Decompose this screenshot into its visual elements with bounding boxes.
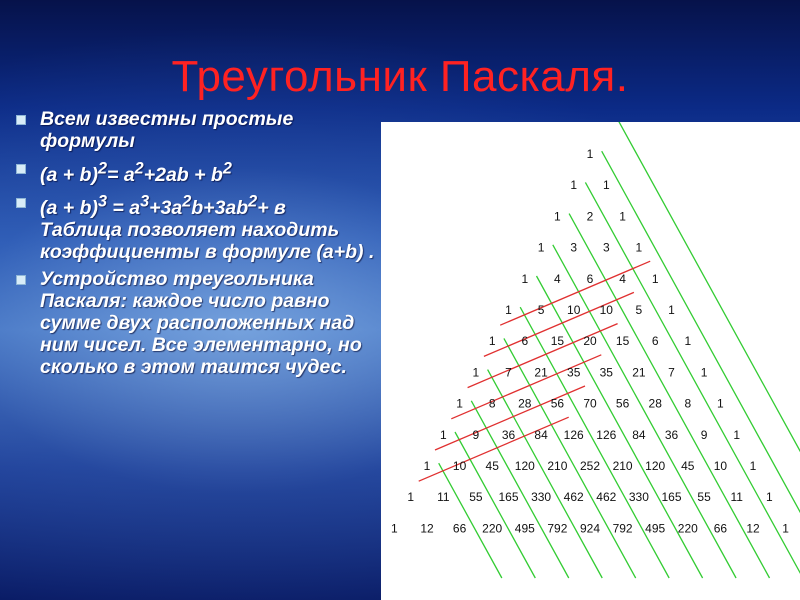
triangle-number: 1: [439, 427, 447, 442]
pascal-triangle-figure: [381, 122, 800, 600]
triangle-number: 924: [579, 521, 601, 536]
bullet-text: Устройство треугольника Паскаля: каждое число равно сумме двух расположенных над ним чисел. Все элементарно, но сколько в этом таится чудес.: [40, 268, 362, 378]
triangle-number: 45: [485, 459, 499, 473]
triangle-number: 11: [730, 490, 743, 505]
triangle-number: 1: [700, 365, 708, 380]
triangle-number: 10: [713, 459, 728, 473]
triangle-number: 84: [632, 427, 646, 442]
triangle-number: 35: [567, 365, 581, 380]
triangle-number: 10: [599, 303, 613, 317]
formula-square: [40, 159, 232, 186]
triangle-number: 9: [700, 427, 708, 442]
triangle-number: 1: [521, 271, 529, 286]
triangle-number: 495: [645, 521, 666, 536]
triangle-number: 462: [596, 490, 617, 505]
triangle-number: 12: [420, 521, 434, 536]
formula-cube: [40, 192, 286, 219]
formula-part: = a: [107, 197, 141, 219]
formula-part: +3a: [149, 197, 183, 219]
triangle-number: 220: [677, 521, 698, 536]
triangle-number: 210: [612, 459, 633, 473]
pascal-triangle-panel: [381, 122, 800, 600]
triangle-number: 1: [668, 303, 675, 317]
triangle-number: 6: [521, 334, 529, 349]
triangle-number: 15: [550, 334, 565, 349]
formula-exponent: 2: [222, 159, 232, 177]
triangle-number: 1: [391, 521, 398, 536]
triangle-number: 8: [488, 396, 496, 411]
triangle-number: 330: [531, 490, 552, 505]
triangle-number: 1: [717, 396, 724, 411]
formula-base: (a + b): [40, 163, 98, 186]
formula-part: +2ab + b: [143, 163, 223, 186]
triangle-number: 330: [628, 490, 649, 505]
triangle-number: 1: [586, 147, 594, 161]
triangle-number: 1: [619, 209, 626, 224]
triangle-number: 1: [684, 334, 692, 349]
triangle-number: 56: [615, 396, 630, 411]
triangle-number: 126: [563, 427, 584, 442]
triangle-number: 6: [651, 334, 659, 349]
green-diagonal-line: [615, 122, 800, 578]
triangle-number: 1: [733, 427, 741, 442]
bullet-list: [14, 108, 386, 383]
triangle-number: 20: [583, 334, 597, 349]
triangle-number: 165: [661, 490, 682, 505]
bullet-item: [14, 157, 386, 186]
triangle-number: 7: [668, 365, 675, 380]
triangle-number: 66: [713, 521, 728, 536]
triangle-number: 35: [599, 365, 613, 380]
bullet-text: Таблица позволяет находить коэффициенты в формуле (a+b) .: [40, 219, 375, 263]
triangle-number: 3: [570, 240, 578, 255]
formula-exponent: 2: [248, 192, 258, 211]
triangle-number: 28: [648, 396, 662, 411]
triangle-number: 1: [505, 303, 512, 317]
triangle-number: 1: [765, 490, 773, 505]
triangle-number: 3: [602, 240, 610, 255]
triangle-number: 66: [452, 521, 467, 536]
triangle-number: 120: [514, 459, 535, 473]
bullet-text: Всем известны простые формулы: [40, 108, 294, 152]
triangle-number: 2: [586, 209, 594, 224]
triangle-number: 165: [498, 490, 519, 505]
triangle-number: 1: [554, 209, 561, 224]
triangle-number: 1: [602, 178, 610, 193]
triangle-number: 1: [749, 459, 757, 473]
formula-part: b+3ab: [191, 197, 249, 219]
bullet-item: [14, 108, 386, 152]
triangle-number: 9: [472, 427, 480, 442]
triangle-number: 462: [563, 490, 584, 505]
formula-base: (a + b): [40, 197, 98, 219]
formula-exponent: 3: [97, 192, 108, 211]
formula-exponent: 2: [134, 159, 144, 177]
triangle-number: 120: [645, 459, 666, 473]
triangle-number: 1: [488, 334, 496, 349]
triangle-number: 45: [681, 459, 695, 473]
formula-part: = a: [107, 163, 135, 186]
slide-title: Треугольник Паскаля.: [171, 52, 629, 101]
triangle-number: 210: [547, 459, 568, 473]
green-diagonal-line: [585, 182, 800, 578]
triangle-number: 1: [407, 490, 415, 505]
triangle-number: 70: [583, 396, 597, 411]
green-diagonal-line: [452, 432, 535, 578]
triangle-number: 55: [469, 490, 483, 505]
triangle-number: 84: [534, 427, 548, 442]
bullet-square-icon: [16, 275, 26, 285]
triangle-number: 495: [514, 521, 535, 536]
bullet-square-icon: [16, 115, 26, 125]
triangle-number: 36: [501, 427, 516, 442]
triangle-number: 56: [550, 396, 565, 411]
triangle-number: 8: [684, 396, 692, 411]
formula-part: + в: [257, 197, 286, 219]
bullet-item: [14, 268, 386, 378]
triangle-number: 1: [423, 459, 431, 473]
triangle-number: 1: [782, 521, 789, 536]
triangle-number: 28: [518, 396, 532, 411]
triangle-number: 252: [579, 459, 601, 473]
formula-exponent: 2: [182, 192, 192, 211]
formula-exponent: 3: [140, 192, 150, 211]
triangle-number: 15: [615, 334, 630, 349]
formula-rest: [107, 192, 286, 219]
triangle-number: 21: [632, 365, 646, 380]
triangle-number: 7: [505, 365, 512, 380]
triangle-number: 1: [635, 240, 643, 255]
triangle-number: 4: [619, 271, 626, 286]
triangle-number: 12: [746, 521, 760, 536]
triangle-number: 10: [452, 459, 467, 473]
triangle-number: 1: [456, 396, 463, 411]
triangle-number: 792: [547, 521, 568, 536]
formula-rest: [107, 159, 232, 186]
triangle-number: 220: [482, 521, 503, 536]
triangle-number: 11: [437, 490, 450, 505]
triangle-number: 792: [612, 521, 633, 536]
bullet-square-icon: [16, 164, 26, 174]
triangle-number: 5: [635, 303, 643, 317]
triangle-number: 1: [570, 178, 578, 193]
triangle-number: 126: [596, 427, 617, 442]
triangle-number: 21: [534, 365, 548, 380]
triangle-number: 1: [472, 365, 480, 380]
triangle-number: 55: [697, 490, 711, 505]
triangle-number: 10: [567, 303, 581, 317]
triangle-number: 4: [554, 271, 561, 286]
triangle-number: 5: [537, 303, 545, 317]
bullet-square-icon: [16, 198, 26, 208]
bullet-item: [14, 191, 386, 264]
triangle-number: 36: [664, 427, 679, 442]
triangle-number: 6: [586, 271, 594, 286]
formula-exponent: 2: [97, 159, 108, 177]
triangle-number: 1: [537, 240, 545, 255]
triangle-number: 1: [651, 271, 659, 286]
